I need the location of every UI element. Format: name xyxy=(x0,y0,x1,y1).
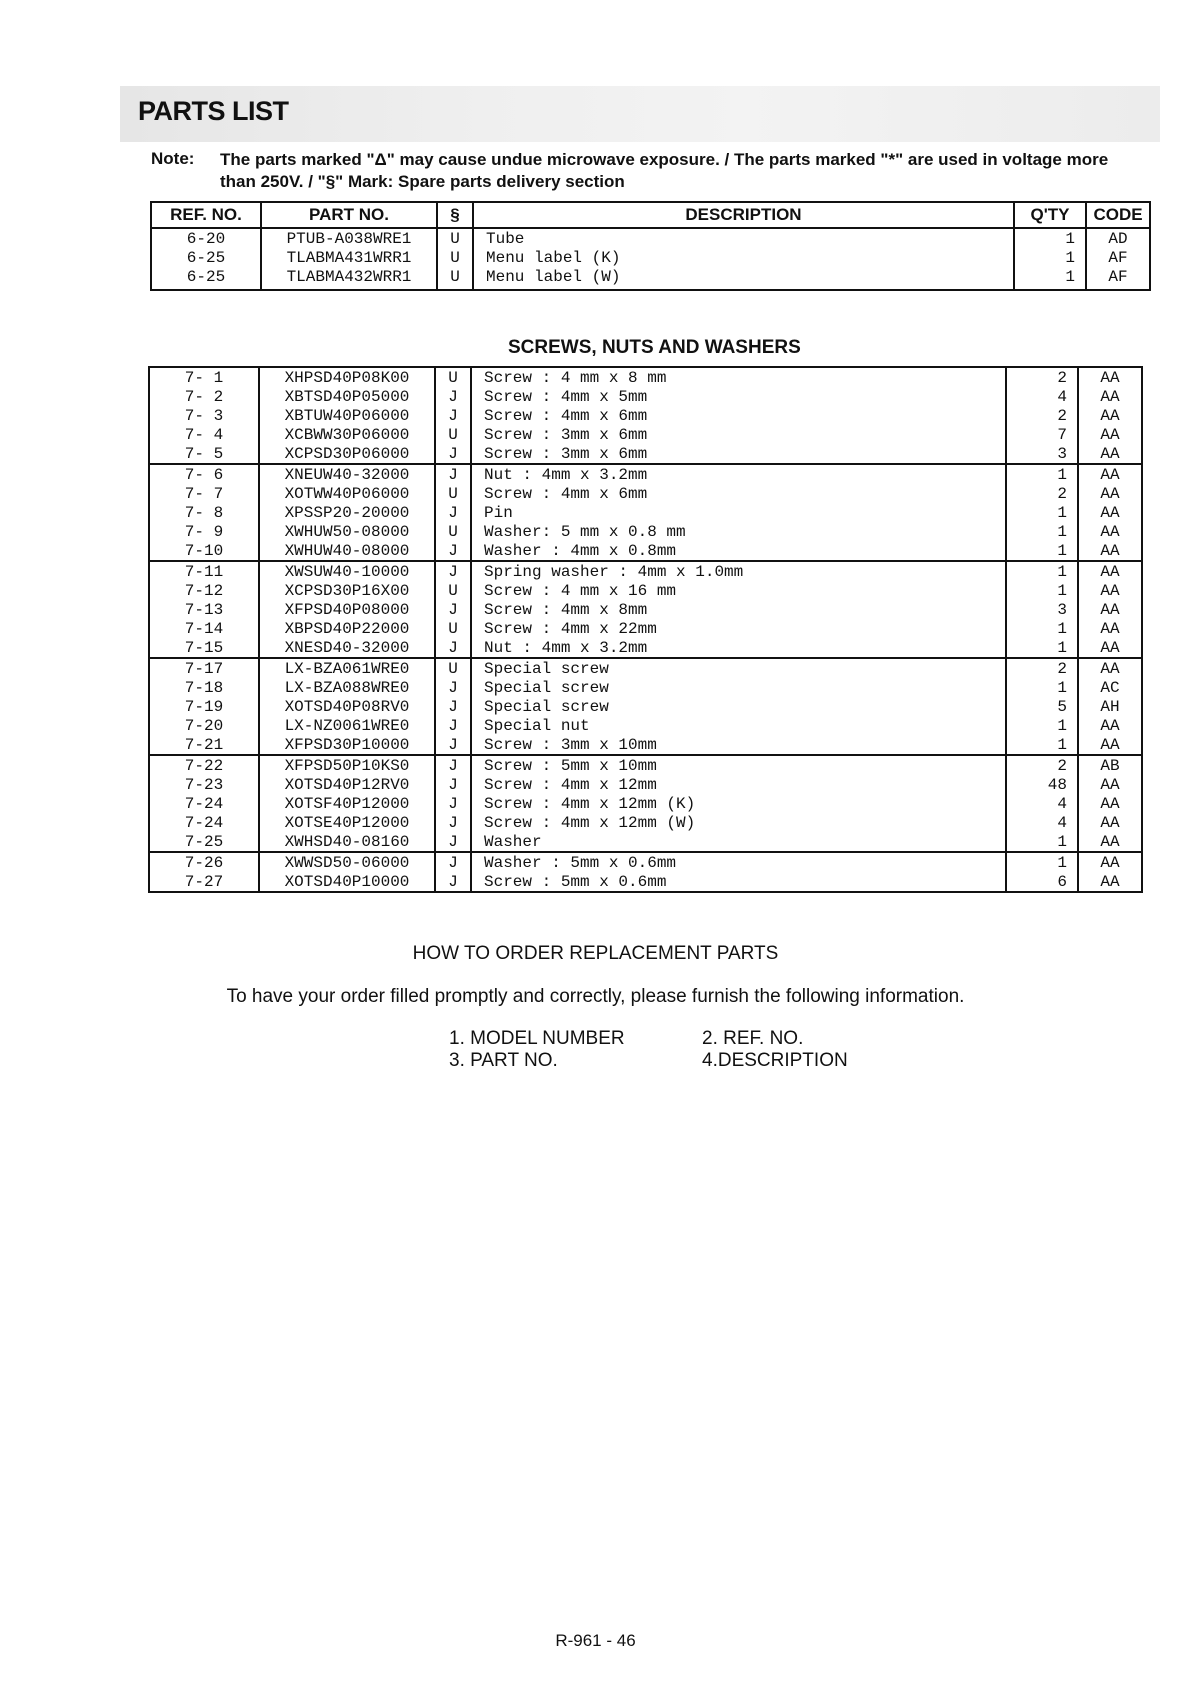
cell-mark: J xyxy=(435,755,471,775)
cell-qty: 1 xyxy=(1014,267,1086,290)
cell-part-no: XOTSE40P12000 xyxy=(259,813,435,832)
table-row xyxy=(151,248,1150,267)
cell-code: AA xyxy=(1078,852,1142,872)
cell-mark: J xyxy=(435,852,471,872)
cell-description: Screw : 4mm x 12mm (K) xyxy=(471,794,1006,813)
cell-part-no: XWSUW40-10000 xyxy=(259,561,435,581)
cell-qty: 1 xyxy=(1006,581,1078,600)
note-label: Note: xyxy=(151,149,195,168)
cell-ref-no: 7- 9 xyxy=(149,522,259,541)
cell-mark: U xyxy=(435,658,471,678)
cell-mark: U xyxy=(435,484,471,503)
header-part-no: PART NO. xyxy=(261,202,437,228)
table-row xyxy=(149,561,1142,581)
cell-part-no: PTUB-A038WRE1 xyxy=(261,228,437,248)
cell-code: AA xyxy=(1078,872,1142,892)
cell-description: Tube xyxy=(473,228,1014,248)
cell-code: AA xyxy=(1078,522,1142,541)
cell-description: Washer xyxy=(471,832,1006,852)
screws-table xyxy=(148,366,1143,893)
cell-code: AH xyxy=(1078,697,1142,716)
cell-part-no: XBTUW40P06000 xyxy=(259,406,435,425)
cell-code: AA xyxy=(1078,832,1142,852)
table-row xyxy=(149,619,1142,638)
cell-code: AA xyxy=(1078,581,1142,600)
table-row xyxy=(149,581,1142,600)
cell-description: Screw : 5mm x 0.6mm xyxy=(471,872,1006,892)
cell-ref-no: 7-26 xyxy=(149,852,259,872)
cell-ref-no: 7-11 xyxy=(149,561,259,581)
table-row xyxy=(149,484,1142,503)
cell-code: AA xyxy=(1078,775,1142,794)
cell-code: AA xyxy=(1078,367,1142,387)
table-row xyxy=(149,658,1142,678)
cell-part-no: XWHUW50-08000 xyxy=(259,522,435,541)
cell-code: AA xyxy=(1078,638,1142,658)
cell-description: Screw : 4mm x 6mm xyxy=(471,406,1006,425)
note-text: The parts marked "Δ" may cause undue microwave exposure. / The parts marked "*" are used in voltage more than 250V. / "§" Mark: Spare parts delivery section xyxy=(220,150,1109,191)
table-row xyxy=(149,678,1142,697)
cell-description: Screw : 4 mm x 8 mm xyxy=(471,367,1006,387)
cell-ref-no: 7-21 xyxy=(149,735,259,755)
cell-code: AF xyxy=(1086,267,1150,290)
cell-qty: 1 xyxy=(1006,678,1078,697)
cell-description: Screw : 3mm x 10mm xyxy=(471,735,1006,755)
table-row xyxy=(149,425,1142,444)
cell-qty: 7 xyxy=(1006,425,1078,444)
cell-mark: U xyxy=(437,228,473,248)
cell-part-no: XFPSD50P10KS0 xyxy=(259,755,435,775)
cell-code: AA xyxy=(1078,503,1142,522)
cell-ref-no: 7-13 xyxy=(149,600,259,619)
cell-code: AA xyxy=(1078,484,1142,503)
how-to-order-text: To have your order filled promptly and correctly, please furnish the following information. xyxy=(226,986,965,1007)
table-row xyxy=(149,464,1142,484)
cell-description: Screw : 4mm x 12mm (W) xyxy=(471,813,1006,832)
cell-ref-no: 7-15 xyxy=(149,638,259,658)
table-row xyxy=(149,444,1142,464)
table-row xyxy=(149,775,1142,794)
cell-ref-no: 7-22 xyxy=(149,755,259,775)
cell-part-no: XOTSD40P08RV0 xyxy=(259,697,435,716)
cell-ref-no: 7- 3 xyxy=(149,406,259,425)
cell-description: Screw : 3mm x 6mm xyxy=(471,444,1006,464)
cell-qty: 2 xyxy=(1006,367,1078,387)
header-code: CODE xyxy=(1086,202,1150,228)
cell-ref-no: 7- 2 xyxy=(149,387,259,406)
cell-mark: J xyxy=(435,697,471,716)
table-row xyxy=(149,387,1142,406)
cell-qty: 1 xyxy=(1006,619,1078,638)
cell-description: Screw : 4mm x 22mm xyxy=(471,619,1006,638)
cell-part-no: TLABMA432WRR1 xyxy=(261,267,437,290)
cell-mark: J xyxy=(435,735,471,755)
cell-ref-no: 7-20 xyxy=(149,716,259,735)
cell-mark: J xyxy=(435,775,471,794)
cell-description: Screw : 4mm x 12mm xyxy=(471,775,1006,794)
cell-qty: 2 xyxy=(1006,484,1078,503)
cell-part-no: XOTSD40P10000 xyxy=(259,872,435,892)
cell-qty: 5 xyxy=(1006,697,1078,716)
cell-qty: 4 xyxy=(1006,794,1078,813)
cell-ref-no: 7- 1 xyxy=(149,367,259,387)
cell-mark: U xyxy=(435,367,471,387)
table-row xyxy=(149,735,1142,755)
cell-code: AA xyxy=(1078,619,1142,638)
cell-qty: 6 xyxy=(1006,872,1078,892)
cell-code: AC xyxy=(1078,678,1142,697)
cell-part-no: TLABMA431WRR1 xyxy=(261,248,437,267)
cell-ref-no: 7-18 xyxy=(149,678,259,697)
cell-qty: 3 xyxy=(1006,444,1078,464)
cell-ref-no: 7-10 xyxy=(149,541,259,561)
cell-part-no: LX-BZA061WRE0 xyxy=(259,658,435,678)
cell-ref-no: 7-24 xyxy=(149,794,259,813)
cell-mark: J xyxy=(435,832,471,852)
table-row xyxy=(149,406,1142,425)
cell-mark: J xyxy=(435,678,471,697)
cell-part-no: XCBWW30P06000 xyxy=(259,425,435,444)
table-row xyxy=(149,832,1142,852)
cell-code: AA xyxy=(1078,600,1142,619)
cell-qty: 4 xyxy=(1006,387,1078,406)
cell-description: Menu label (K) xyxy=(473,248,1014,267)
cell-qty: 1 xyxy=(1006,561,1078,581)
cell-mark: U xyxy=(435,581,471,600)
cell-description: Nut : 4mm x 3.2mm xyxy=(471,638,1006,658)
cell-description: Menu label (W) xyxy=(473,267,1014,290)
cell-qty: 2 xyxy=(1006,658,1078,678)
cell-ref-no: 7-17 xyxy=(149,658,259,678)
cell-qty: 1 xyxy=(1006,735,1078,755)
cell-part-no: XHPSD40P08K00 xyxy=(259,367,435,387)
header-description: DESCRIPTION xyxy=(473,202,1014,228)
cell-ref-no: 7-19 xyxy=(149,697,259,716)
cell-description: Screw : 4 mm x 16 mm xyxy=(471,581,1006,600)
cell-code: AA xyxy=(1078,561,1142,581)
cell-mark: U xyxy=(437,248,473,267)
cell-description: Special nut xyxy=(471,716,1006,735)
cell-description: Screw : 4mm x 6mm xyxy=(471,484,1006,503)
cell-code: AA xyxy=(1078,658,1142,678)
cell-part-no: XWHUW40-08000 xyxy=(259,541,435,561)
cell-part-no: LX-NZ0061WRE0 xyxy=(259,716,435,735)
cell-qty: 1 xyxy=(1006,503,1078,522)
cell-qty: 48 xyxy=(1006,775,1078,794)
cell-ref-no: 7- 4 xyxy=(149,425,259,444)
cell-qty: 1 xyxy=(1006,638,1078,658)
cell-part-no: XFPSD40P08000 xyxy=(259,600,435,619)
cell-mark: J xyxy=(435,561,471,581)
cell-ref-no: 6-25 xyxy=(151,248,261,267)
parts-table xyxy=(150,201,1151,291)
cell-part-no: XWHSD40-08160 xyxy=(259,832,435,852)
header-qty: Q'TY xyxy=(1014,202,1086,228)
cell-mark: J xyxy=(435,406,471,425)
cell-part-no: XOTSD40P12RV0 xyxy=(259,775,435,794)
cell-code: AA xyxy=(1078,464,1142,484)
cell-ref-no: 6-20 xyxy=(151,228,261,248)
cell-code: AA xyxy=(1078,541,1142,561)
cell-qty: 2 xyxy=(1006,406,1078,425)
cell-part-no: XFPSD30P10000 xyxy=(259,735,435,755)
cell-qty: 4 xyxy=(1006,813,1078,832)
table-row xyxy=(149,813,1142,832)
cell-description: Special screw xyxy=(471,678,1006,697)
cell-code: AA xyxy=(1078,425,1142,444)
cell-code: AD xyxy=(1086,228,1150,248)
order-item-model-number: 1. MODEL NUMBER xyxy=(449,1028,625,1049)
cell-part-no: XWWSD50-06000 xyxy=(259,852,435,872)
cell-description: Washer : 5mm x 0.6mm xyxy=(471,852,1006,872)
cell-part-no: XBTSD40P05000 xyxy=(259,387,435,406)
cell-qty: 1 xyxy=(1006,852,1078,872)
cell-mark: J xyxy=(435,872,471,892)
parts-table-header xyxy=(151,202,1150,228)
cell-part-no: LX-BZA088WRE0 xyxy=(259,678,435,697)
header-ref-no: REF. NO. xyxy=(151,202,261,228)
cell-mark: J xyxy=(435,716,471,735)
cell-code: AB xyxy=(1078,755,1142,775)
cell-mark: J xyxy=(435,444,471,464)
cell-part-no: XPSSP20-20000 xyxy=(259,503,435,522)
cell-ref-no: 7- 6 xyxy=(149,464,259,484)
cell-qty: 1 xyxy=(1014,248,1086,267)
header-mark: § xyxy=(437,202,473,228)
cell-mark: U xyxy=(437,267,473,290)
cell-ref-no: 7-25 xyxy=(149,832,259,852)
order-item-ref-no: 2. REF. NO. xyxy=(702,1028,804,1049)
table-row xyxy=(149,872,1142,892)
cell-qty: 1 xyxy=(1006,541,1078,561)
cell-qty: 1 xyxy=(1006,464,1078,484)
cell-mark: J xyxy=(435,794,471,813)
cell-description: Screw : 4mm x 5mm xyxy=(471,387,1006,406)
cell-mark: U xyxy=(435,425,471,444)
cell-code: AA xyxy=(1078,735,1142,755)
cell-ref-no: 6-25 xyxy=(151,267,261,290)
table-row xyxy=(149,794,1142,813)
cell-part-no: XNEUW40-32000 xyxy=(259,464,435,484)
page-title: PARTS LIST xyxy=(138,96,289,126)
table-row xyxy=(151,267,1150,290)
table-row xyxy=(149,697,1142,716)
cell-description: Screw : 4mm x 8mm xyxy=(471,600,1006,619)
cell-mark: J xyxy=(435,387,471,406)
cell-mark: J xyxy=(435,600,471,619)
table-row xyxy=(149,367,1142,387)
order-item-part-no: 3. PART NO. xyxy=(449,1050,558,1071)
table-row xyxy=(149,852,1142,872)
cell-part-no: XOTSF40P12000 xyxy=(259,794,435,813)
cell-ref-no: 7-23 xyxy=(149,775,259,794)
cell-mark: J xyxy=(435,503,471,522)
cell-qty: 2 xyxy=(1006,755,1078,775)
table-row xyxy=(149,716,1142,735)
cell-description: Nut : 4mm x 3.2mm xyxy=(471,464,1006,484)
cell-ref-no: 7- 5 xyxy=(149,444,259,464)
cell-ref-no: 7-14 xyxy=(149,619,259,638)
cell-code: AA xyxy=(1078,387,1142,406)
how-to-order-title: HOW TO ORDER REPLACEMENT PARTS xyxy=(412,943,779,964)
cell-qty: 1 xyxy=(1014,228,1086,248)
cell-ref-no: 7-12 xyxy=(149,581,259,600)
cell-mark: J xyxy=(435,541,471,561)
table-row xyxy=(149,522,1142,541)
cell-mark: U xyxy=(435,522,471,541)
table-row xyxy=(149,638,1142,658)
cell-description: Special screw xyxy=(471,658,1006,678)
cell-description: Pin xyxy=(471,503,1006,522)
cell-ref-no: 7-24 xyxy=(149,813,259,832)
screws-section-title: SCREWS, NUTS AND WASHERS xyxy=(508,337,801,358)
cell-description: Special screw xyxy=(471,697,1006,716)
cell-qty: 1 xyxy=(1006,832,1078,852)
cell-qty: 3 xyxy=(1006,600,1078,619)
cell-code: AA xyxy=(1078,406,1142,425)
cell-mark: U xyxy=(435,619,471,638)
cell-part-no: XNESD40-32000 xyxy=(259,638,435,658)
cell-description: Washer: 5 mm x 0.8 mm xyxy=(471,522,1006,541)
cell-qty: 1 xyxy=(1006,522,1078,541)
cell-qty: 1 xyxy=(1006,716,1078,735)
cell-mark: J xyxy=(435,813,471,832)
cell-part-no: XCPSD30P16X00 xyxy=(259,581,435,600)
cell-ref-no: 7- 7 xyxy=(149,484,259,503)
cell-description: Spring washer : 4mm x 1.0mm xyxy=(471,561,1006,581)
cell-mark: J xyxy=(435,464,471,484)
cell-description: Screw : 3mm x 6mm xyxy=(471,425,1006,444)
cell-mark: J xyxy=(435,638,471,658)
cell-code: AA xyxy=(1078,813,1142,832)
cell-description: Washer : 4mm x 0.8mm xyxy=(471,541,1006,561)
cell-code: AF xyxy=(1086,248,1150,267)
table-row xyxy=(149,600,1142,619)
cell-ref-no: 7-27 xyxy=(149,872,259,892)
cell-code: AA xyxy=(1078,794,1142,813)
table-row xyxy=(149,755,1142,775)
order-item-description: 4.DESCRIPTION xyxy=(702,1050,848,1071)
cell-code: AA xyxy=(1078,716,1142,735)
table-row xyxy=(149,541,1142,561)
page-footer: R-961 - 46 xyxy=(555,1631,636,1650)
cell-part-no: XBPSD40P22000 xyxy=(259,619,435,638)
cell-code: AA xyxy=(1078,444,1142,464)
cell-ref-no: 7- 8 xyxy=(149,503,259,522)
table-row xyxy=(151,228,1150,248)
cell-description: Screw : 5mm x 10mm xyxy=(471,755,1006,775)
cell-part-no: XCPSD30P06000 xyxy=(259,444,435,464)
table-row xyxy=(149,503,1142,522)
cell-part-no: XOTWW40P06000 xyxy=(259,484,435,503)
